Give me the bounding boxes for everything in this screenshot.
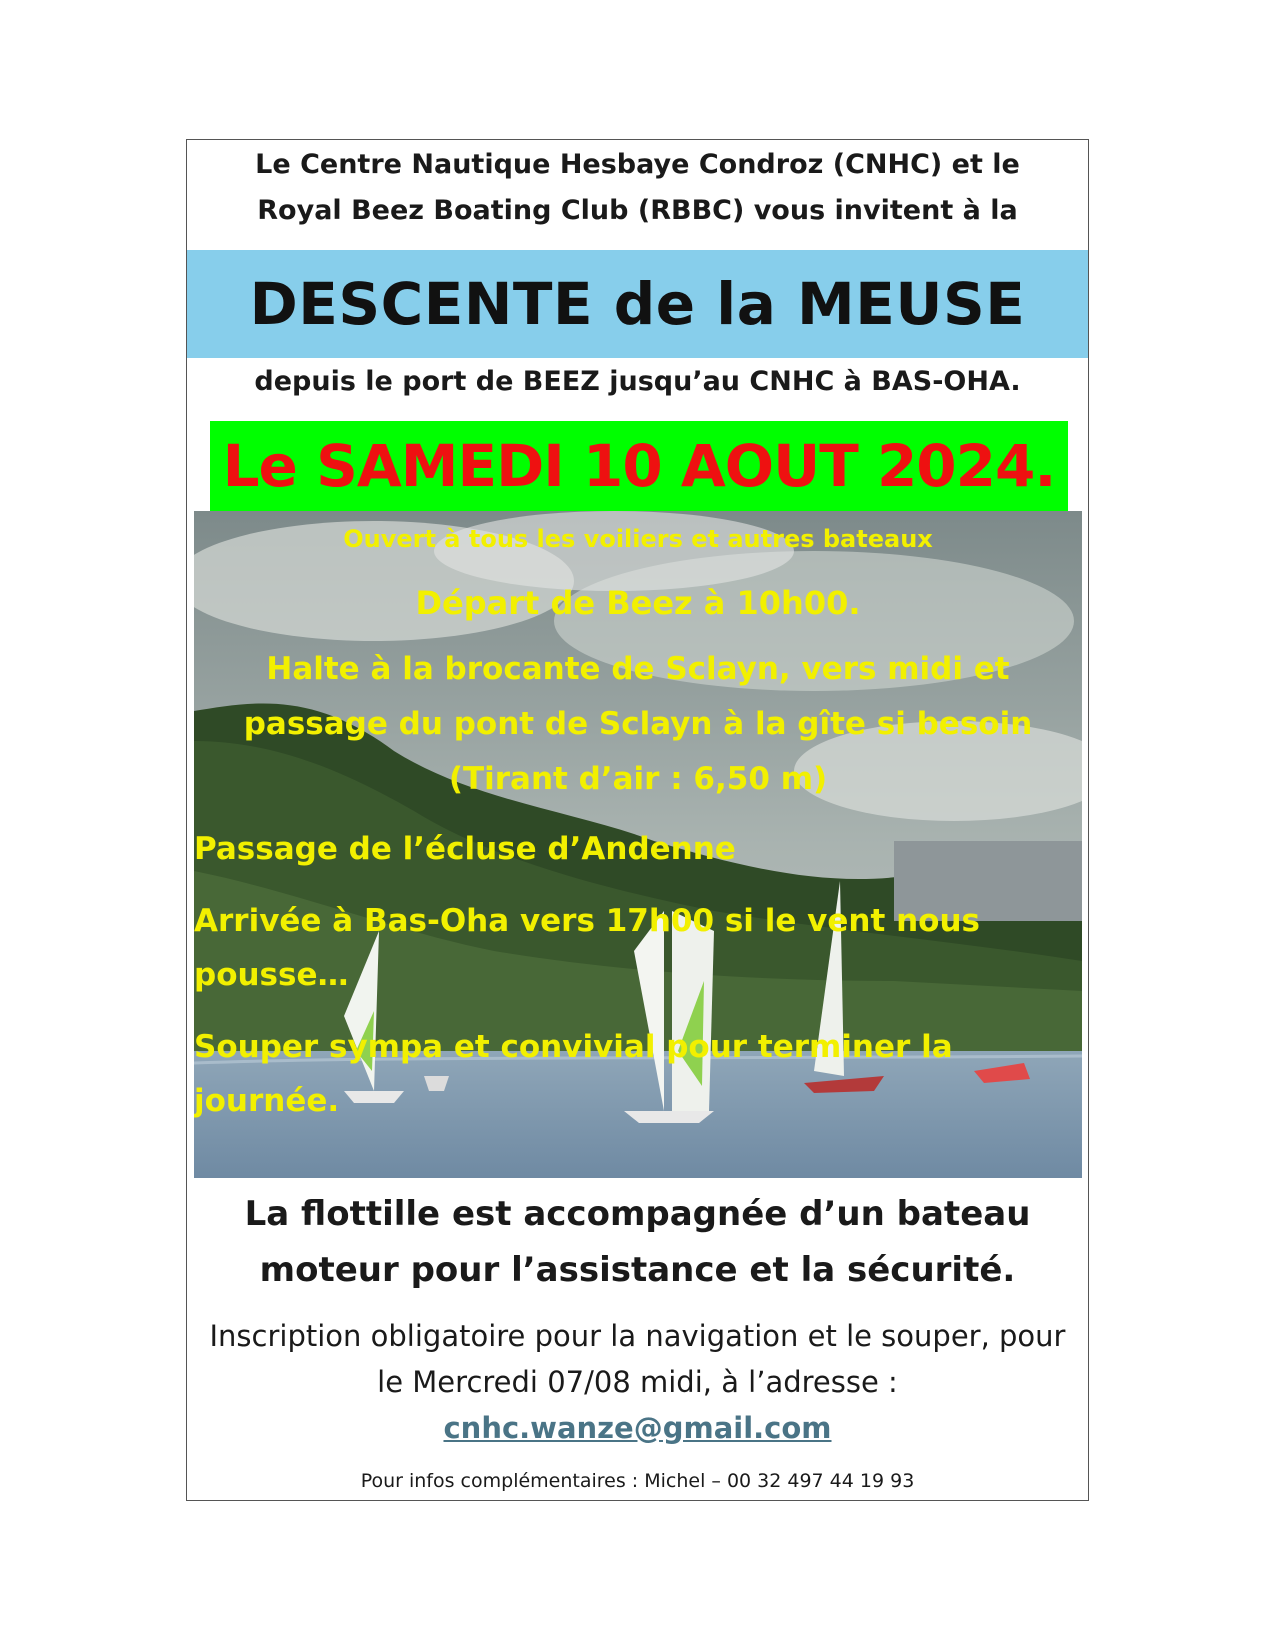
intro-text (186, 142, 1089, 234)
ecluse-text: Passage de l’écluse d’Andenne (194, 831, 736, 867)
sailing-photo (194, 511, 1082, 1178)
title-banner (187, 250, 1088, 358)
flotilla-text (186, 1186, 1089, 1298)
photo-text-overlay (194, 511, 1082, 1178)
date-banner (210, 421, 1068, 511)
flotilla-line-2: moteur pour l’assistance et la sécurité. (259, 1250, 1016, 1290)
event-title: DESCENTE de la MEUSE (249, 270, 1026, 338)
intro-line-2: Royal Beez Boating Club (RBBC) vous invitent à la (257, 195, 1018, 226)
halte-line-3: (Tirant d’air : 6,50 m) (448, 761, 828, 797)
inscription-line-2: le Mercredi 07/08 midi, à l’adresse : (377, 1365, 898, 1399)
arrivee-line-2: pousse… (194, 957, 349, 993)
halte-line-2: passage du pont de Sclayn à la gîte si besoin (243, 706, 1033, 742)
arrivee-line-1: Arrivée à Bas-Oha vers 17h00 si le vent nous (194, 903, 980, 939)
route-text: depuis le port de BEEZ jusqu’au CNHC à BAS-OHA. (254, 366, 1021, 397)
inscription-line-1: Inscription obligatoire pour la navigation et le souper, pour (209, 1319, 1066, 1353)
souper-line-1: Souper sympa et convivial pour terminer la (194, 1029, 953, 1065)
halte-line-1: Halte à la brocante de Sclayn, vers midi et (266, 651, 1010, 687)
contact-info: Pour infos complémentaires : Michel – 00 32 497 44 19 93 (360, 1470, 915, 1492)
event-date: Le SAMEDI 10 AOUT 2024. (222, 432, 1056, 500)
departure-text: Départ de Beez à 10h00. (415, 584, 861, 622)
email-link[interactable]: cnhc.wanze@gmail.com (443, 1411, 832, 1445)
intro-line-1: Le Centre Nautique Hesbaye Condroz (CNHC) et le (255, 149, 1020, 180)
email-block (186, 1406, 1089, 1450)
flotilla-line-1: La flottille est accompagnée d’un bateau (244, 1194, 1031, 1234)
inscription-text (186, 1313, 1089, 1405)
open-to-all-text: Ouvert à tous les voiliers et autres bateaux (343, 525, 933, 553)
souper-line-2: journée. (194, 1083, 340, 1119)
